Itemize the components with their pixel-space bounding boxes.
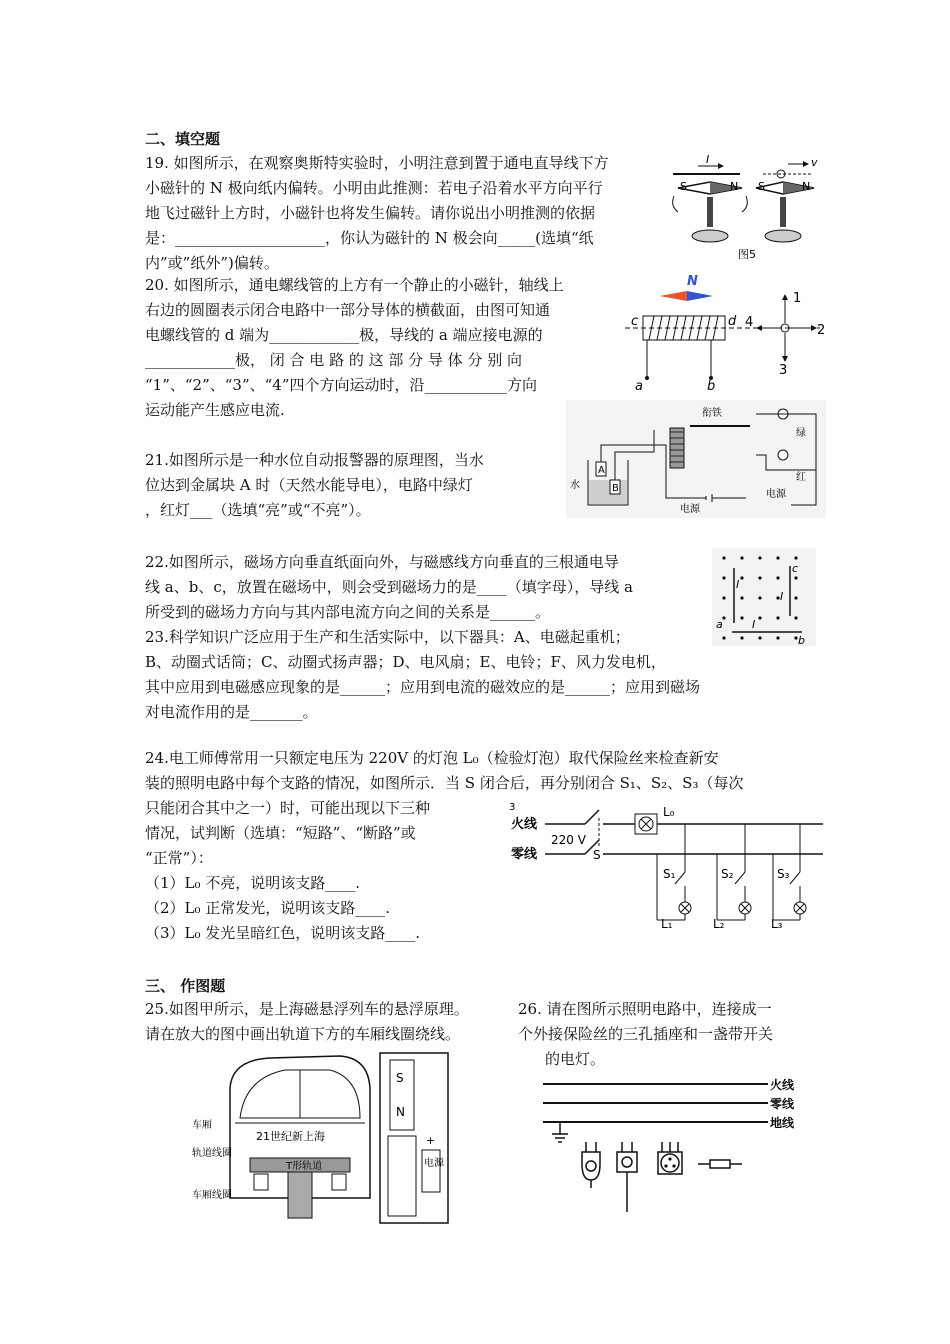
q25-line: 请在放大的图中画出轨道下方的车厢线圈绕线。: [145, 1025, 461, 1043]
q21-label-B: B: [612, 483, 619, 494]
q24-line: 装的照明电路中每个支路的情况，如图所示．当 S 闭合后，再分别闭合 S₁、S₂、S₃（每次: [145, 774, 744, 792]
q24-L3: L₃: [771, 917, 783, 930]
q19-label-S: S: [680, 180, 687, 193]
q26-ground: 地线: [770, 1116, 795, 1130]
q25-banner: 21世纪新上海: [256, 1130, 325, 1143]
q21-label-power1: 电源: [680, 504, 700, 515]
q25-line: 25.如图甲所示，是上海磁悬浮列车的悬浮原理。: [145, 1000, 469, 1018]
q26-line: 26. 请在图所示照明电路中，连接成一: [518, 1000, 772, 1018]
q20-dir-4: 4: [745, 315, 754, 330]
q20-label-b: b: [707, 379, 716, 394]
q19-figure: [668, 152, 828, 264]
q19-label-S2: S: [758, 180, 765, 193]
q25-S: S: [396, 1071, 404, 1085]
q22-label-a: a: [716, 618, 723, 631]
q19-line: 是：____________________，你认为磁针的 N 极会向_____(选填“纸: [145, 229, 594, 247]
q21-label-red: 红: [796, 472, 806, 483]
q21-line: 位达到金属块 A 时（天然水能导电），电路中绿灯: [145, 476, 473, 494]
q21-label-green: 绿: [796, 428, 806, 439]
q24-line: 24.电工师傅常用一只额定电压为 220V 的灯泡 L₀（检验灯泡）取代保险丝来检查新安: [145, 749, 719, 767]
q20-line: 运动能产生感应电流.: [145, 401, 285, 419]
q19-line: 内”或”纸外”)偏转。: [145, 254, 279, 272]
q20-label-N: N: [687, 274, 698, 289]
q20-line: 20. 如图所示，通电螺线管的上方有一个静止的小磁针，轴线上: [145, 276, 564, 294]
q25-plus: +: [426, 1134, 436, 1147]
q21-label-water: 水: [570, 480, 580, 491]
q20-dir-3: 3: [779, 363, 788, 378]
q20-label-c: c: [631, 314, 639, 329]
q23-line: 23.科学知识广泛应用于生产和生活实际中，以下器具：A、电磁起重机；: [145, 628, 630, 646]
q24-line: “正常”）：: [145, 849, 213, 867]
section-3-title: 三、 作图题: [145, 977, 226, 995]
q20-dir-1: 1: [793, 291, 802, 306]
q24-S2: S₂: [721, 867, 734, 881]
q24-line: （1）L₀ 不亮，说明该支路____.: [145, 874, 361, 892]
q19-label-I: I: [706, 153, 710, 166]
q24-num: 3: [509, 802, 516, 813]
q20-figure: [625, 268, 830, 394]
q21-label-A: A: [598, 465, 605, 476]
q22-line: 所受到的磁场力方向与其内部电流方向之间的关系是______。: [145, 603, 551, 621]
q25-T-track: T形轨道: [286, 1161, 323, 1172]
q25-track-coil: 轨道线圈: [192, 1148, 232, 1159]
q22-line: 22.如图所示，磁场方向垂直纸面向外，与磁感线方向垂直的三根通电导: [145, 553, 619, 571]
q19-label-N: N: [730, 180, 739, 193]
q24-S3: S₃: [777, 867, 790, 881]
q21-label-tiejian: 衔铁: [702, 408, 722, 419]
q23-line: B、动圈式话筒；C、动圈式扬声器；D、电风扇；E、电铃；F、风力发电机，: [145, 653, 666, 671]
q24-L2: L₂: [713, 917, 725, 930]
q24-line: 只能闭合其中之一）时，可能出现以下三种: [145, 799, 431, 817]
q23-line: 对电流作用的是_______。: [145, 703, 318, 721]
q24-L0: L₀: [663, 805, 675, 819]
q26-line: 的电灯。: [545, 1050, 606, 1068]
q24-S1: S₁: [663, 867, 676, 881]
q20-dir-2: 2: [817, 323, 826, 338]
q26-figure: [538, 1072, 800, 1222]
q20-line: ____________极， 闭 合 电 路 的 这 部 分 导 体 分 别 向: [145, 351, 522, 369]
q19-line: 小磁针的 N 极向纸内偏转。小明由此推测：若电子沿着水平方向平行: [145, 179, 603, 197]
q24-figure: [505, 802, 827, 930]
q22-label-Ib: I: [752, 618, 756, 631]
q25-carriage-coil: 车厢线圈: [192, 1190, 232, 1201]
section-2-title: 二、填空题: [145, 130, 221, 148]
q24-fire: 火线: [511, 817, 538, 832]
q24-line: （2）L₀ 正常发光，说明该支路____.: [145, 899, 391, 917]
q22-line: 线 a、b、c，放置在磁场中，则会受到磁场力的是____（填字母），导线 a: [145, 578, 633, 596]
q23-line: 其中应用到电磁感应现象的是______；应用到电流的磁效应的是______；应用到磁场: [145, 678, 701, 696]
q19-label-v: v: [811, 156, 818, 169]
q25-N: N: [396, 1105, 405, 1119]
q24-line: 情况，试判断（选填：“短路”、“断路”或: [145, 824, 416, 842]
q22-label-Ic: I: [780, 590, 784, 603]
q20-label-d: d: [728, 314, 737, 329]
q22-label-Ia: I: [736, 578, 740, 591]
q24-volt: 220 V: [551, 833, 586, 847]
q19-line: 19. 如图所示，在观察奥斯特实验时，小明注意到置于通电直导线下方: [145, 154, 609, 172]
q26-zero: 零线: [770, 1097, 795, 1111]
q25-power: 电源: [424, 1158, 444, 1169]
q20-label-a: a: [635, 379, 643, 394]
q24-zero: 零线: [511, 847, 538, 862]
q24-S: S: [593, 848, 601, 862]
q22-label-c: c: [792, 562, 799, 575]
q21-figure: [566, 400, 826, 518]
q25-figure: [190, 1048, 455, 1228]
q26-fire: 火线: [770, 1078, 795, 1092]
q20-line: 右边的圆圈表示闭合电路中一部分导体的横截面，由图可知通: [145, 301, 551, 319]
q21-label-power2: 电源: [766, 489, 786, 500]
q19-label-N2: N: [802, 180, 811, 193]
q20-line: 电螺线管的 d 端为____________极，导线的 a 端应接电源的: [145, 326, 543, 344]
q22-label-b: b: [798, 634, 805, 646]
q19-caption: 图5: [738, 248, 756, 261]
q21-line: 21.如图所示是一种水位自动报警器的原理图，当水: [145, 451, 484, 469]
q20-line: “1”、“2”、“3”、“4”四个方向运动时，沿___________方向: [145, 376, 538, 394]
q25-carriage1: 车厢: [192, 1120, 212, 1131]
q21-line: ，红灯___（选填“亮”或“不亮”）。: [145, 501, 371, 519]
q22-figure: [712, 548, 816, 646]
q24-line: （3）L₀ 发光呈暗红色，说明该支路____.: [145, 924, 421, 942]
q24-L1: L₁: [661, 917, 673, 930]
q19-line: 地飞过磁针上方时，小磁针也将发生偏转。请你说出小明推测的依据: [145, 204, 596, 222]
q26-line: 个外接保险丝的三孔插座和一盏带开关: [518, 1025, 774, 1043]
